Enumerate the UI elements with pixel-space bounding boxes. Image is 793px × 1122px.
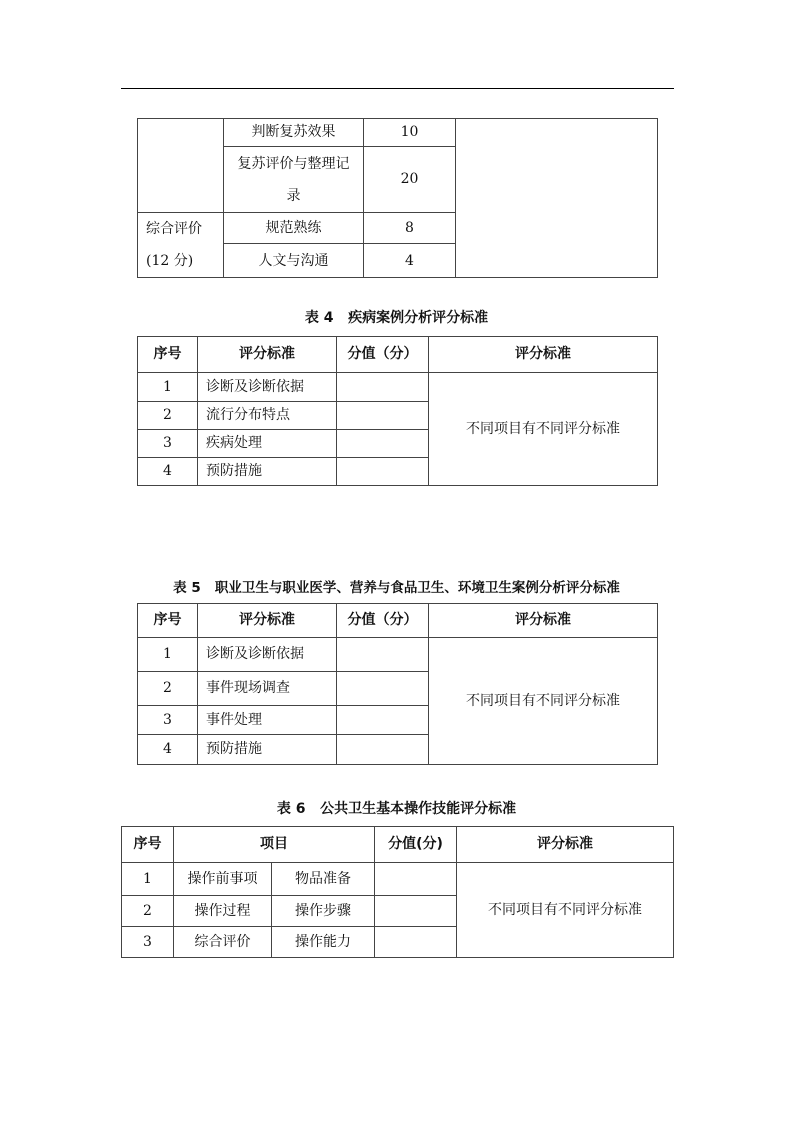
header-rule — [121, 88, 674, 89]
no-cell: 4 — [138, 458, 198, 486]
item-cell: 综合评价 — [174, 927, 272, 958]
header-score: 分值（分） — [337, 604, 429, 638]
score-cell-empty — [375, 927, 457, 958]
sub-item-cell: 物品准备 — [272, 863, 375, 896]
item-cell: 复苏评价与整理记录 — [224, 147, 364, 213]
criteria-cell: 诊断及诊断依据 — [198, 373, 337, 402]
table-header-row — [122, 827, 674, 863]
table-row — [122, 863, 674, 896]
no-cell: 2 — [122, 896, 174, 927]
table6 — [121, 826, 674, 958]
header-no: 序号 — [138, 604, 198, 638]
group-label-cell — [138, 213, 224, 278]
table4 — [137, 336, 658, 486]
score-cell-empty — [337, 373, 429, 402]
score-cell: 4 — [364, 244, 456, 278]
criteria-cell: 预防措施 — [198, 735, 337, 765]
table-header-row — [138, 604, 658, 638]
table-row — [138, 119, 658, 147]
header-score: 分值(分) — [375, 827, 457, 863]
table6-caption: 表 6 公共卫生基本操作技能评分标准 — [276, 801, 517, 817]
score-cell-empty — [337, 458, 429, 486]
header-criteria: 评分标准 — [198, 337, 337, 373]
group-cell-empty — [138, 119, 224, 213]
item-cell: 操作前事项 — [174, 863, 272, 896]
score-cell-empty — [337, 402, 429, 430]
no-cell: 3 — [138, 430, 198, 458]
table-row — [138, 373, 658, 402]
header-score: 分值（分） — [337, 337, 429, 373]
score-cell: 20 — [364, 147, 456, 213]
no-cell: 1 — [138, 373, 198, 402]
header-standard: 评分标准 — [457, 827, 674, 863]
no-cell: 2 — [138, 402, 198, 430]
header-standard: 评分标准 — [429, 604, 658, 638]
no-cell: 2 — [138, 672, 198, 706]
score-cell: 10 — [364, 119, 456, 147]
score-cell-empty — [337, 672, 429, 706]
sub-item-cell: 操作步骤 — [272, 896, 375, 927]
standard-cell: 不同项目有不同评分标准 — [457, 863, 674, 958]
item-cell: 操作过程 — [174, 896, 272, 927]
table5 — [137, 603, 658, 765]
score-cell-empty — [337, 430, 429, 458]
group-label-line2: (12 分) — [146, 253, 194, 269]
item-cell: 规范熟练 — [224, 213, 364, 244]
criteria-cell: 预防措施 — [198, 458, 337, 486]
criteria-cell: 诊断及诊断依据 — [198, 638, 337, 672]
score-cell-empty — [375, 896, 457, 927]
header-criteria: 评分标准 — [198, 604, 337, 638]
standard-cell: 不同项目有不同评分标准 — [429, 638, 658, 765]
header-standard: 评分标准 — [429, 337, 658, 373]
item-cell: 人文与沟通 — [224, 244, 364, 278]
score-cell-empty — [337, 706, 429, 735]
standard-cell: 不同项目有不同评分标准 — [429, 373, 658, 486]
header-item: 项目 — [174, 827, 375, 863]
no-cell: 4 — [138, 735, 198, 765]
score-cell-empty — [337, 638, 429, 672]
item-cell: 判断复苏效果 — [224, 119, 364, 147]
score-cell: 8 — [364, 213, 456, 244]
score-cell-empty — [375, 863, 457, 896]
criteria-cell: 事件处理 — [198, 706, 337, 735]
table-header-row — [138, 337, 658, 373]
criteria-cell: 事件现场调查 — [198, 672, 337, 706]
table4-caption: 表 4 疾病案例分析评分标准 — [304, 310, 489, 326]
header-no: 序号 — [122, 827, 174, 863]
table-row — [138, 638, 658, 672]
table3-continuation — [137, 118, 658, 278]
table5-caption: 表 5 职业卫生与职业医学、营养与食品卫生、环境卫生案例分析评分标准 — [173, 580, 620, 596]
sub-item-cell: 操作能力 — [272, 927, 375, 958]
no-cell: 1 — [138, 638, 198, 672]
no-cell: 3 — [138, 706, 198, 735]
criteria-cell: 疾病处理 — [198, 430, 337, 458]
criteria-cell: 流行分布特点 — [198, 402, 337, 430]
score-cell-empty — [337, 735, 429, 765]
no-cell: 3 — [122, 927, 174, 958]
group-label-line1: 综合评价 — [146, 221, 202, 237]
standard-cell-empty — [456, 119, 658, 278]
no-cell: 1 — [122, 863, 174, 896]
header-no: 序号 — [138, 337, 198, 373]
